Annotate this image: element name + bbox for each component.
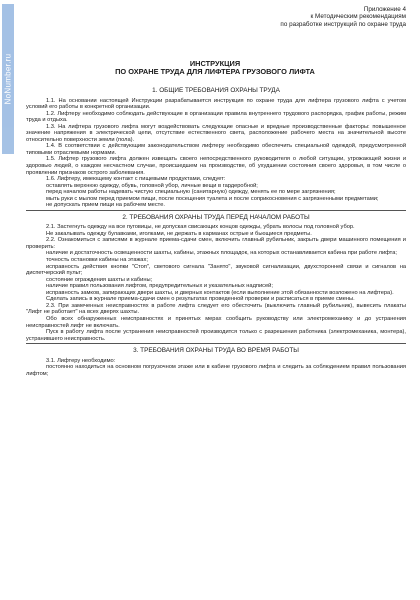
appendix-line-2: по разработке инструкций по охране труда xyxy=(280,20,406,28)
paragraph: 2.1. Застегнуть одежду на все пуговицы, не допуская свисающих концов одежды, убрать волосы под головной убор. xyxy=(46,224,355,231)
paragraph: 1.2. Лифтеру необходимо соблюдать действующие в организации правила внутреннего трудового распорядка, график работы, режим труда и отдыха. xyxy=(26,110,406,124)
section-heading: 2. ТРЕБОВАНИЯ ОХРАНЫ ТРУДА ПЕРЕД НАЧАЛОМ РАБОТЫ xyxy=(122,213,310,221)
appendix-header xyxy=(186,6,406,28)
section xyxy=(26,87,406,209)
section-heading: 1. ОБЩИЕ ТРЕБОВАНИЯ ОХРАНЫ ТРУДА xyxy=(152,87,280,94)
section xyxy=(26,210,406,342)
appendix-line-1: к Методическим рекомендациям xyxy=(310,13,406,21)
section-divider xyxy=(26,343,406,344)
paragraph: Пуск в работу лифта после устранения неисправностей производится только с разрешения работника (электромеханика, монтера), устранившего неисправность. xyxy=(26,329,406,342)
paragraph: Не закалывать одежду булавками, иголками, не держать в карманах острые и бьющиеся предметы. xyxy=(46,230,312,237)
paragraph: точность остановки кабины на этажах; xyxy=(46,257,148,264)
paragraph: 3.1. Лифтеру необходимо: xyxy=(46,357,116,364)
paragraph: Сделать запись в журнале приема-сдачи смен о результатах проведенной проверки и расписаться в приеме смены. xyxy=(46,296,355,303)
paragraph: мыть руки с мылом перед приемом пищи, после посещения туалета и после соприкосновения с загрязненными предметами; xyxy=(46,195,379,202)
paragraph: исправность действия кнопки "Стоп", светового сигнала "Занято", звуковой сигнализации, двухсторонней связи и сигналов на диспетчерский пульт; xyxy=(26,263,406,277)
title-line-1: ИНСТРУКЦИЯ xyxy=(189,59,241,68)
paragraph: 2.3. При замеченных неисправностях в работе лифта следует его обесточить (выключить главный рубильник), вывесить плакаты "Лифт не работает" на всех дверях шахты. xyxy=(26,302,406,316)
paragraph: не допускать прием пищи на рабочем месте. xyxy=(46,202,165,209)
paragraph: 1.1. На основании настоящей Инструкции разрабатывается инструкция по охране труда для лифтера грузового лифта с учетом условий его работы в конкретной организации. xyxy=(26,97,406,111)
paragraph: наличие и достаточность освещенности шахты, кабины, этажных площадок, на которых останавливается кабина при работе лифта; xyxy=(46,250,397,257)
document-title xyxy=(20,60,410,76)
paragraph: оставлять верхнюю одежду, обувь, головной убор, личные вещи в гардеробной; xyxy=(46,182,258,189)
appendix-number: Приложение 4 xyxy=(363,6,406,13)
paragraph: 1.6. Лифтеру, имеющему контакт с пищевыми продуктами, следует: xyxy=(46,176,226,183)
document-body xyxy=(26,84,406,596)
paragraph: Обо всех обнаруженных неисправностях и принятых мерах сообщить руководству или электромеханику и до устранения неисправностей лифт не включать. xyxy=(26,315,406,329)
paragraph: 1.3. На лифтера грузового лифта могут воздействовать следующие опасные и вредные производственные факторы: повышенное значение напряжения в электрической цепи, отсутствие естественного света, расположение рабочего места на значительной высоте относительно поверхности земли (пола). xyxy=(26,123,406,143)
section-divider xyxy=(26,210,406,211)
paragraph: 1.4. В соответствии с действующим законодательством лифтеру необходимо обеспечить специальной одеждой, предусмотренной типовыми отраслевыми нормами. xyxy=(26,143,406,156)
paragraph: перед началом работы надевать чистую специальную (санитарную) одежду, менять ее по мере загрязнения; xyxy=(46,189,336,196)
paragraph: наличие правил пользования лифтом, предупредительных и указательных надписей; xyxy=(46,283,273,290)
section-heading: 3. ТРЕБОВАНИЯ ОХРАНЫ ТРУДА ВО ВРЕМЯ РАБОТЫ xyxy=(133,347,299,355)
site-watermark xyxy=(2,4,14,154)
paragraph: 2.2. Ознакомиться с записями в журнале приема-сдачи смен, включить главный рубильник, закрыть двери машинного помещения и проверить: xyxy=(26,237,406,250)
paragraph: исправность замков, запирающих двери шахты, и дверных контактов (если выполнение этой обязанности возложено на лифтера). xyxy=(46,289,394,296)
section xyxy=(26,343,406,377)
paragraph: состояние ограждения шахты и кабины; xyxy=(46,276,153,283)
paragraph: постоянно находиться на основном погрузочном этаже или в кабине грузового лифта и следить за соблюдением правил пользования лифтом; xyxy=(26,364,406,377)
watermark-text: NoNumber.ru xyxy=(3,53,13,105)
title-line-2: ПО ОХРАНЕ ТРУДА ДЛЯ ЛИФТЕРА ГРУЗОВОГО ЛИФТА xyxy=(115,67,315,77)
paragraph: 1.5. Лифтер грузового лифта должен извещать своего непосредственного руководителя о любой ситуации, угрожающей жизни и здоровью людей, о каждом несчастном случае, происшедшем на производстве, об ухудшении состояния своего здоровья, в том числе о проявлении признаков острого заболевания. xyxy=(26,156,406,176)
